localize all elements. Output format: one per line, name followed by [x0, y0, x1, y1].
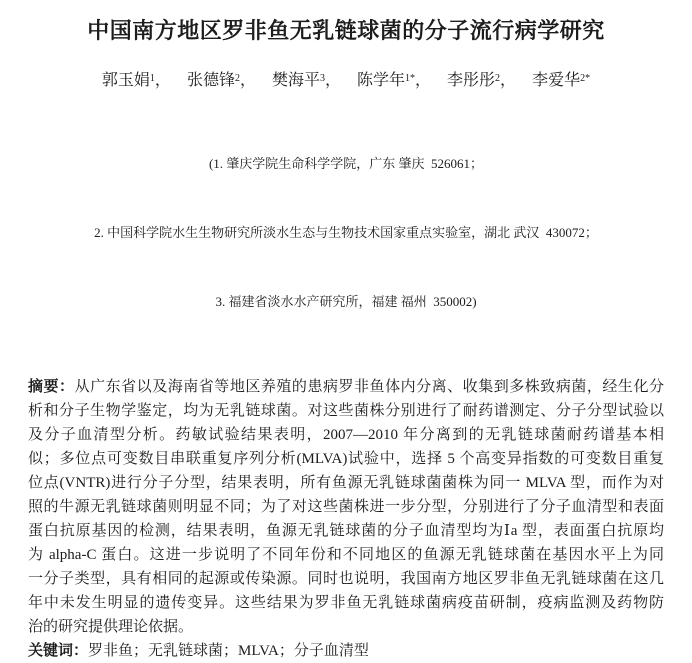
- abstract-line: 位点(VNTR)进行分子分型，结果表明，所有鱼源无乳链球菌菌株为同一 MLVA 型，而作为对: [28, 475, 664, 491]
- author-1-superscript: 1: [149, 72, 155, 84]
- author-4-superscript: 1*: [405, 72, 416, 84]
- author-5: [447, 72, 532, 89]
- abstract-line: 年中未发生明显的遗传变异。这些结果为罗非鱼无乳链球菌病疫苗研制，疫病监测及药物防: [28, 595, 664, 611]
- author-6-superscript: 2*: [580, 72, 591, 84]
- author-line: [28, 68, 664, 94]
- abstract-line-last: 治的研究提供理论依据。: [28, 619, 194, 635]
- abstract-label: 摘要：: [28, 379, 75, 395]
- author-2: [187, 72, 272, 89]
- abstract-line: 照的牛源无乳链球菌则明显不同；为了对这些菌株进一步分型，分别进行了分子血清型和表面: [28, 499, 664, 515]
- author-separator: ，: [324, 72, 341, 89]
- author-3-name: 樊海平: [271, 72, 320, 89]
- author-2-superscript: 2: [234, 72, 240, 84]
- abstract-line: 及分子血清型分析。药敏试验结果表明，2007—2010 年分离到的无乳链球菌耐药谱基本相: [28, 427, 664, 443]
- author-5-superscript: 2: [495, 72, 501, 84]
- author-3-superscript: 3: [319, 72, 325, 84]
- abstract-line: 蛋白抗原基因的检测，结果表明，鱼源无乳链球菌的分子血清型均为Ⅰa 型，表面蛋白抗原均: [28, 523, 664, 539]
- abstract-line: 一分子类型，具有相同的起源或传染源。同时也说明，我国南方地区罗非鱼无乳链球菌在这几: [28, 571, 664, 587]
- author-3: [272, 72, 357, 89]
- keywords-text: 罗非鱼；无乳链球菌；MLVA；分子血清型: [88, 643, 369, 659]
- author-2-name: 张德锋: [186, 72, 235, 89]
- author-4: [357, 72, 447, 89]
- abstract-line: [28, 375, 664, 399]
- author-separator: ，: [415, 72, 432, 89]
- author-6-name: 李爱华: [532, 72, 581, 89]
- abstract-line: 为 alpha-C 蛋白。这进一步说明了不同年份和不同地区的鱼源无乳链球菌在基因水平上为同: [28, 547, 664, 563]
- affiliation-list: [28, 106, 664, 359]
- keywords-label: 关键词：: [28, 643, 89, 659]
- author-4-name: 陈学年: [357, 72, 406, 89]
- abstract-line: 析和分子生物学鉴定，均为无乳链球菌。对这些菌株分别进行了耐药谱测定、分子分型试验以: [28, 403, 664, 419]
- author-separator: ，: [154, 72, 171, 89]
- author-separator: ，: [500, 72, 517, 89]
- affiliation-line-2: 2. 中国科学院水生生物研究所淡水生态与生物技术国家重点实验室，湖北 武汉 430072；: [94, 225, 598, 240]
- author-6: [532, 72, 590, 89]
- paper-title: 中国南方地区罗非鱼无乳链球菌的分子流行病学研究: [87, 18, 605, 43]
- author-1-name: 郭玉娟: [101, 72, 150, 89]
- abstract-section: [28, 375, 664, 639]
- author-5-name: 李彤彤: [447, 72, 496, 89]
- author-1: [102, 72, 187, 89]
- affiliation-line-1: (1. 肇庆学院生命科学学院，广东 肇庆 526061；: [208, 156, 484, 171]
- author-separator: ，: [239, 72, 256, 89]
- keywords-line: [28, 639, 664, 663]
- affiliation-line-3: 3. 福建省淡水水产研究所，福建 福州 350002): [215, 294, 477, 309]
- abstract-text: 从广东省以及海南省等地区养殖的患病罗非鱼体内分离、收集到多株致病菌，经生化分: [74, 379, 664, 395]
- abstract-line: 似；多位点可变数目串联重复序列分析(MLVA)试验中，选择 5 个高变异指数的可变数目重复: [28, 451, 664, 467]
